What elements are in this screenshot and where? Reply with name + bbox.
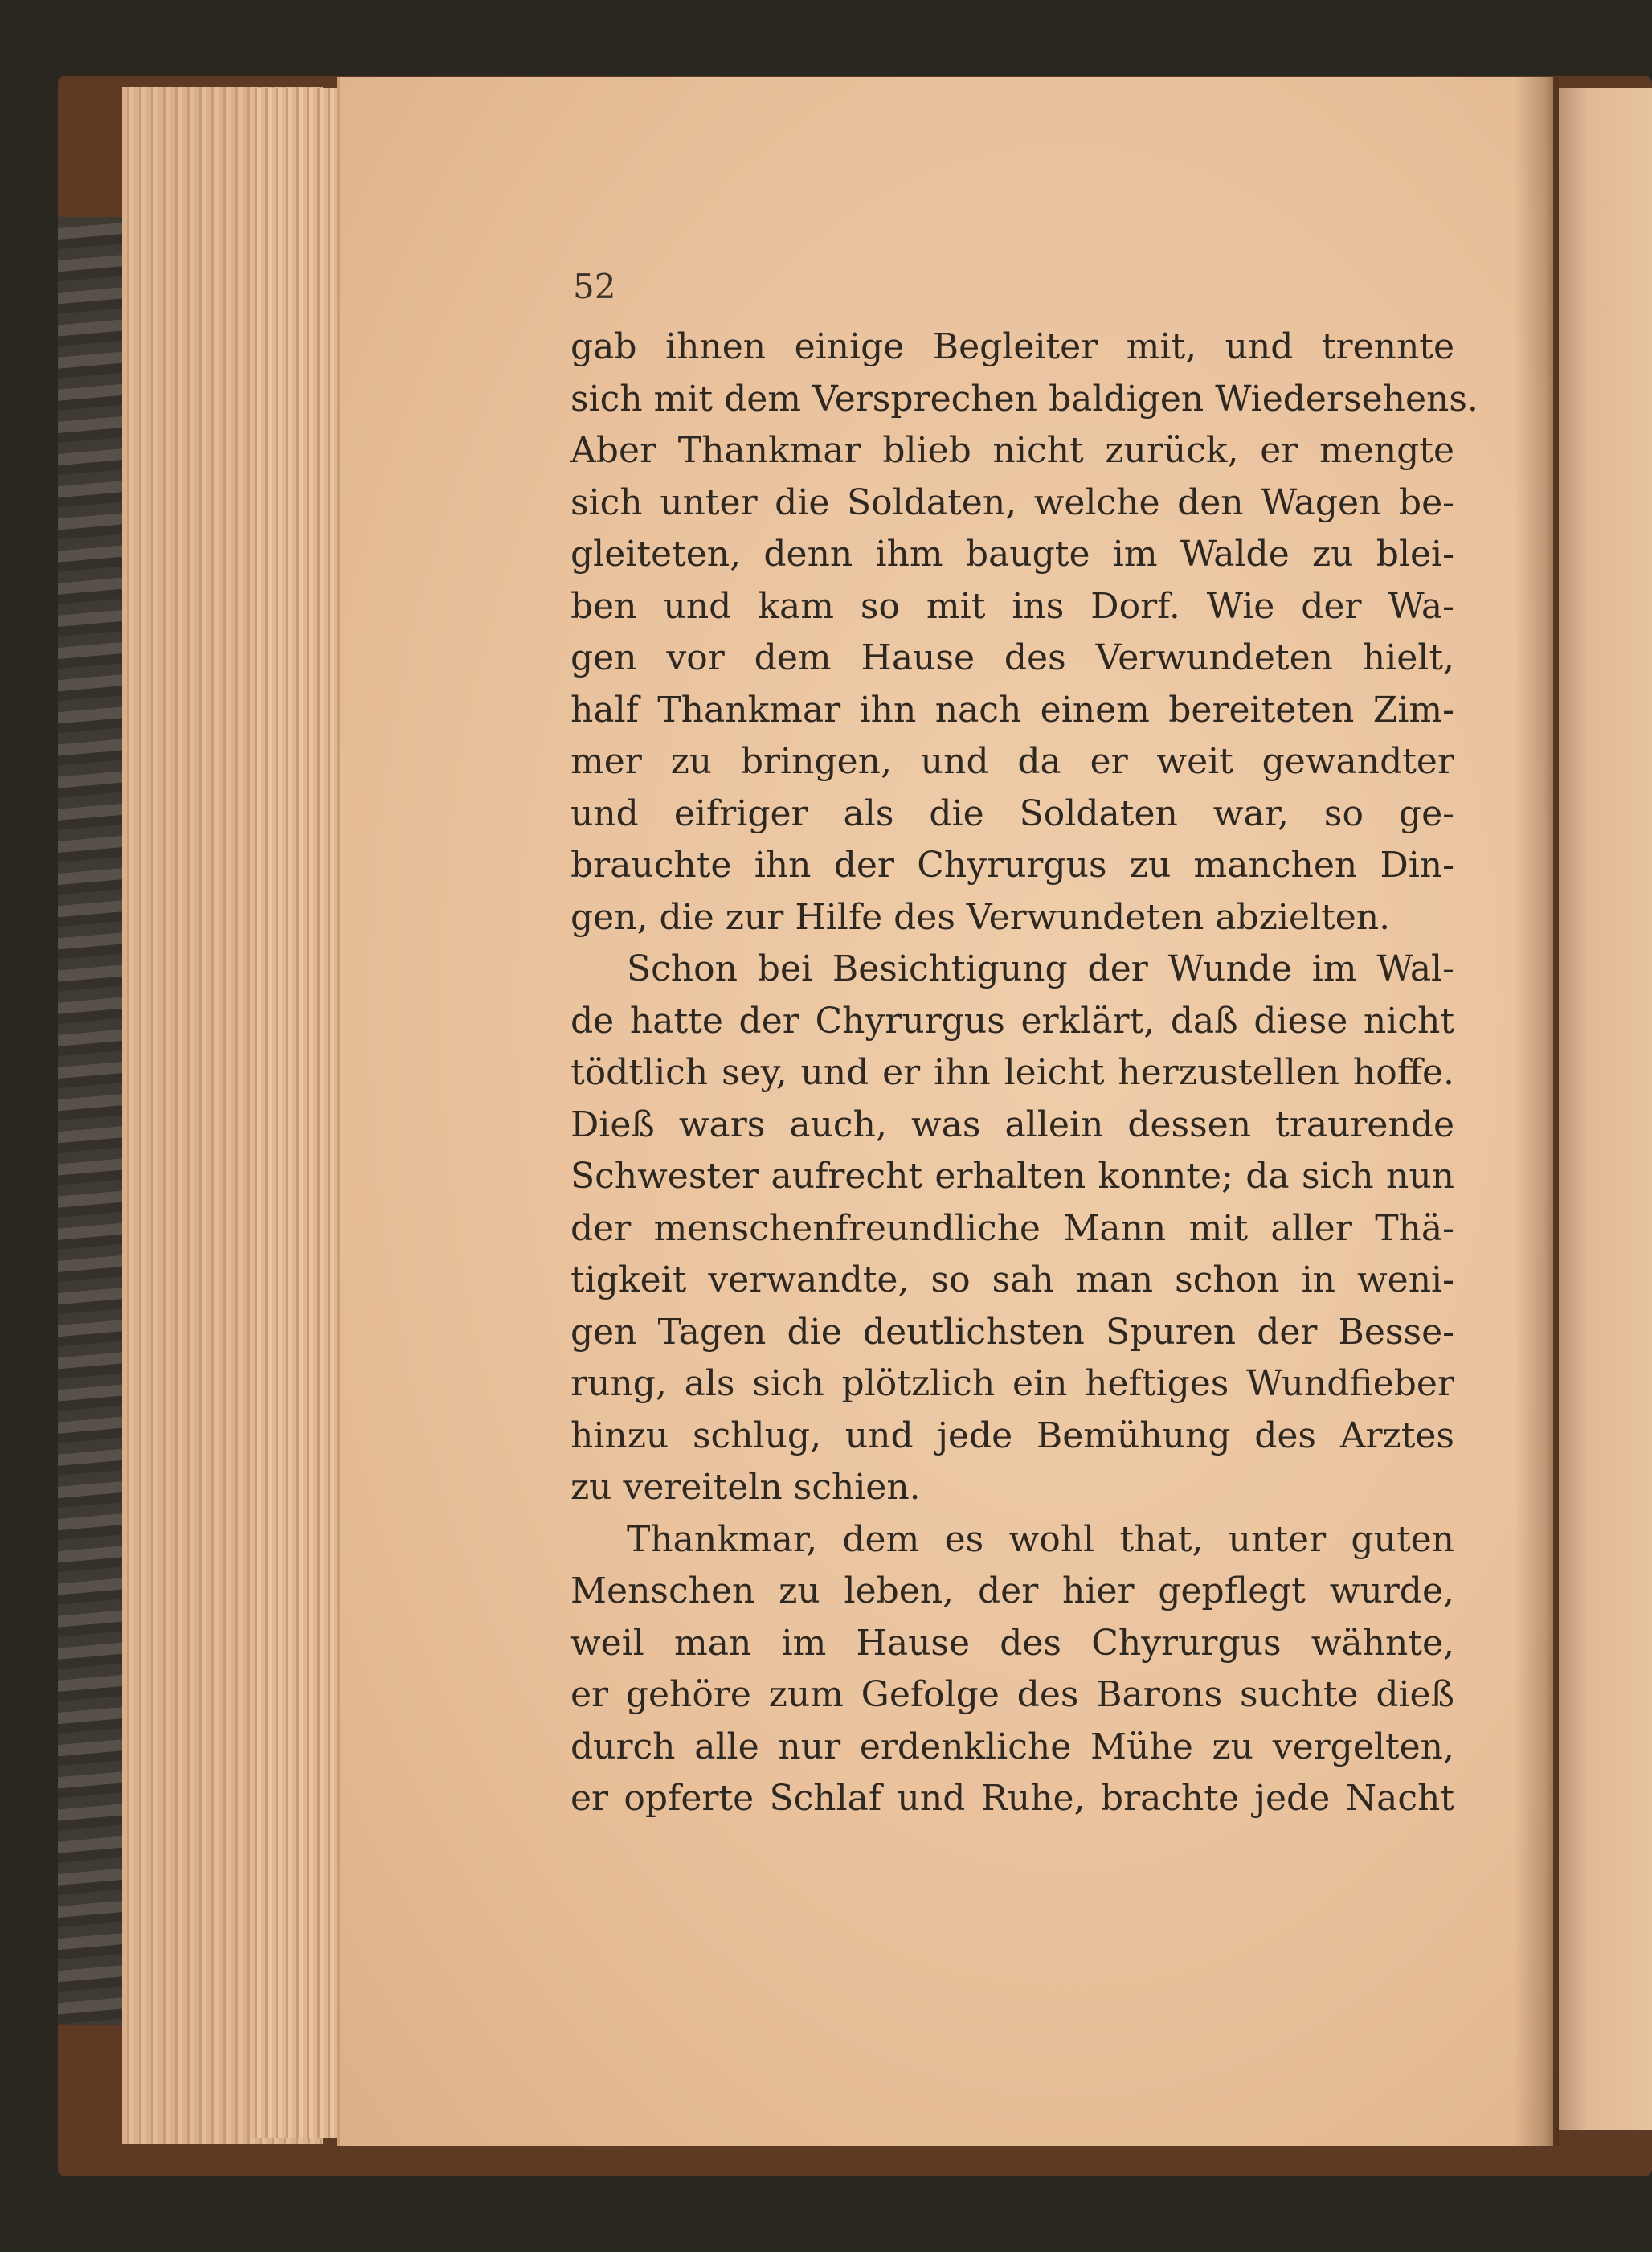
text-line: mer zu bringen, und da er weit gewandter xyxy=(570,741,1454,782)
facing-page-edge xyxy=(1559,88,1652,2130)
text-line: ben und kam so mit ins Dorf. Wie der Wa- xyxy=(570,585,1454,627)
text-line: Dieß wars auch, was allein dessen traurende xyxy=(570,1103,1454,1145)
text-line: tödtlich sey, und er ihn leicht herzustellen hoffe. xyxy=(570,1052,1454,1093)
text-line: durch alle nur erdenkliche Mühe zu vergelten, xyxy=(570,1726,1454,1767)
text-line: brauchte ihn der Chyrurgus zu manchen Din- xyxy=(570,845,1454,886)
cover-marbling xyxy=(58,217,130,2025)
text-line: gleiteten, denn ihm baugte im Walde zu blei- xyxy=(570,534,1454,575)
text-line: hinzu schlug, und jede Bemühung des Arztes xyxy=(570,1415,1454,1456)
text-line: der menschenfreundliche Mann mit aller Thä- xyxy=(570,1207,1454,1249)
text-line: weil man im Hause des Chyrurgus wähnte, xyxy=(570,1622,1454,1664)
text-line: sich mit dem Versprechen baldigen Wiedersehens. xyxy=(570,378,1478,420)
text-line: gab ihnen einige Begleiter mit, und trennte xyxy=(570,326,1454,367)
text-line: tigkeit verwandte, so sah man schon in weni- xyxy=(570,1259,1454,1300)
text-line: Schwester aufrecht erhalten konnte; da sich nun xyxy=(570,1156,1454,1197)
body-text xyxy=(570,321,1478,1825)
text-line: Aber Thankmar blieb nicht zurück, er mengte xyxy=(570,430,1454,471)
text-line: er opferte Schlaf und Ruhe, brachte jede Nacht xyxy=(570,1778,1454,1819)
text-line: half Thankmar ihn nach einem bereiteten Zim- xyxy=(570,689,1454,731)
text-line: sich unter die Soldaten, welche den Wagen be- xyxy=(570,481,1454,523)
page-gutter-shadow xyxy=(1515,77,1559,2146)
text-line: Thankmar, dem es wohl that, unter guten xyxy=(627,1518,1454,1560)
text-line: zu vereiteln schien. xyxy=(570,1467,921,1508)
text-line: gen, die zur Hilfe des Verwundeten abzielten. xyxy=(570,896,1391,938)
text-line: und eifriger als die Soldaten war, so ge- xyxy=(570,792,1454,834)
text-line: de hatte der Chyrurgus erklärt, daß diese nicht xyxy=(570,1000,1454,1042)
text-line: rung, als sich plötzlich ein heftiges Wundfieber xyxy=(570,1363,1454,1404)
text-line: gen vor dem Hause des Verwundeten hielt, xyxy=(570,637,1454,678)
text-line: gen Tagen die deutlichsten Spuren der Besse- xyxy=(570,1311,1454,1353)
text-line: Schon bei Besichtigung der Wunde im Wal- xyxy=(627,948,1454,989)
text-line: Menschen zu leben, der hier gepflegt wurde, xyxy=(570,1570,1454,1611)
text-line: er gehöre zum Gefolge des Barons suchte dieß xyxy=(570,1674,1454,1715)
page-number: 52 xyxy=(573,267,616,306)
